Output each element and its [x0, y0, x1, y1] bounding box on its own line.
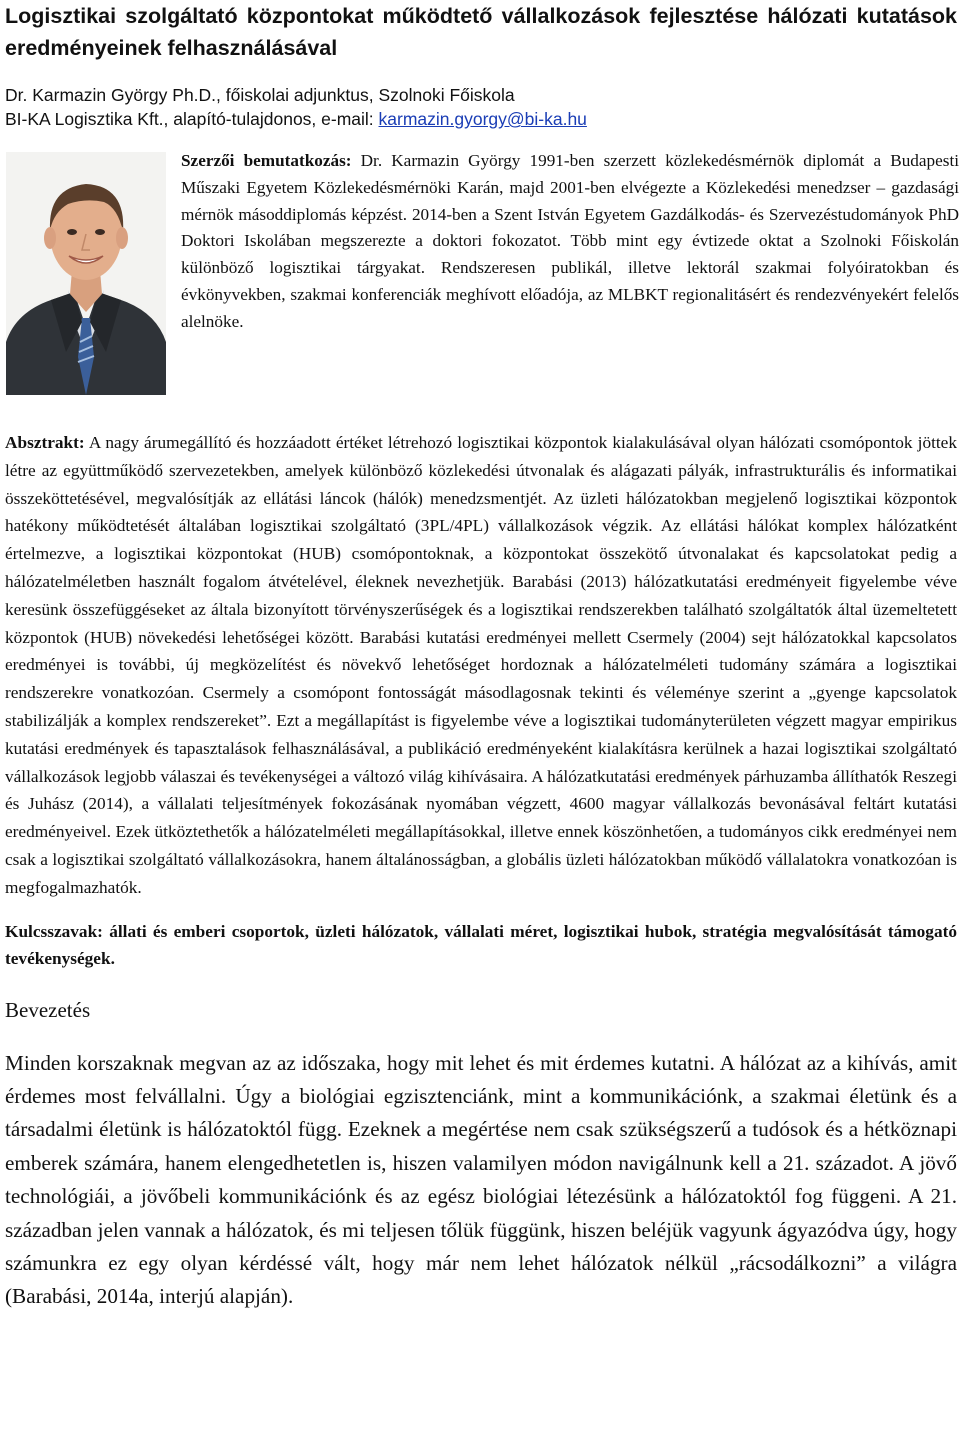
bio-text: Dr. Karmazin György 1991-ben szerzett közlekedésmérnök diplomát a Budapesti Műszaki Egyetem Közlekedésmérnöki Karán, majd 2001-ben elvégezte a Közlekedési menedzser – gazdasági mérnök másoddiplomás képzést. 2014-ben a Szent István Egyetem Gazdálkodás- és Szervezéstudományok PhD Doktori Iskolában megszerezte a doktori fokozatot. Több mint egy évtizede oktat a Szolnoki Főiskolán különböző logisztikai tárgyakat. Rendszeresen publikál, illetve lektorál szakmai folyóiratokban és évkönyvekben, szakmai konferenciák meghívott előadója, az MLBKT regionalitásért és rendezvényekért felelős alelnöke.: [181, 151, 959, 331]
keywords-paragraph: [5, 918, 957, 973]
introduction-paragraph: Minden korszaknak megvan az az időszaka, hogy mit lehet és mit érdemes kutatni. A hálózat az a kihívás, amit érdemes most felvállalni. Úgy a biológiai egzisztenciánk, mint a kommunikációnk, a szakmai életünk és a társadalmi életünk is hálózatoktól függ. Ezeknek a megértése nem csak szükségszerű a tudósok és a hétköznapi emberek számára, hanem elengedhetetlen is, hiszen valamilyen módon navigálnunk kell a 21. századot. A jövő technológiái, a jövőbeli kommunikációnk és az egész biológiai létezésünk a hálózatoktól fog függeni. A 21. században jelen vannak a hálózatok, és mi teljesen tőlük függünk, hiszen beléjük vagyunk ágyazódva úgy, hogy számunkra ez egy olyan kérdéssé vált, hogy már nem lehet hálózatok nélkül „rácsodálkozni” a világra (Barabási, 2014a, interjú alapján).: [5, 1050, 957, 1309]
author-email-link[interactable]: karmazin.gyorgy@bi-ka.hu: [378, 109, 587, 129]
bio-label: Szerzői bemutatkozás:: [181, 151, 352, 170]
article-title: Logisztikai szolgáltató központokat működtető vállalkozások fejlesztése hálózati kutatások eredményeinek felhasználásával: [5, 4, 957, 60]
author-photo: [6, 152, 166, 395]
abstract-paragraph: [5, 429, 957, 902]
keywords-text: állati és emberi csoportok, üzleti hálózatok, vállalati méret, logisztikai hubok, stratégia megvalósítását támogató tevékenységek.: [5, 921, 957, 969]
author-company: [5, 107, 957, 131]
abstract-text: A nagy árumegállító és hozzáadott értéket létrehozó logisztikai központok kialakulásával olyan hálózati csomópontok jöttek létre az együttműködő szervezetekben, amelyek különböző közlekedési útvonalak és alágazati pályák, infrastrukturális és informatikai összeköttetésével, megvalósítják az ellátási láncok (hálók) menedzsmentjét. Az üzleti hálózatokban megjelenő logisztikai központok hatékony működtetését általában logisztikai szolgáltató (3PL/4PL) vállalkozások végzik. Az ellátási hálókat komplex hálózatként értelmezve, a logisztikai központokat (HUB) csomópontoknak, a központokat összekötő útvonalakat és kapcsolatokat pedig a hálózatelméletben használt fogalom átvételével, éleknek nevezhetjük. Barabási (2013) hálózatkutatási eredményeit figyelembe véve keresünk összefüggéseket az általa bizonyított törvényszerűségek és a logisztikai rendszerekben található szolgáltatók által üzemeltetett központok (HUB) növekedési lehetőségei között. Barabási kutatási eredményei mellett Csermely (2004) sejt hálózatokkal kapcsolatos eredményei is további, új megközelítést és növekvő lehetőséget hordoznak a hálózatelméleti tudomány számára a logisztikai rendszerekre vonatkozóan. Csermely a csomópont fontosságát másodlagosnak tekinti és véleménye szerint a „gyenge kapcsolatok stabilizálják a komplex rendszereket”. Ezt a megállapítást is figyelembe véve a logisztikai tudományterületen végzett magyar empirikus kutatási eredmények és tapasztalások felhasználásával, a publikáció eredményeként kialakításra kerülnek a hazai logisztikai szolgáltató vállalkozások legjobb válaszai és tevékenységei a változó világ kihívásaira. A hálózatkutatási eredmények párhuzamba állíthatók Reszegi és Juhász (2014), a vállalati teljesítmények fokozásának nyomában végzett, 4600 magyar vállalkozás bevonásával feltárt kutatási eredményeivel. Ezek ütköztethetők a hálózatelméleti megállapításokkal, illetve ennek köszönhetően, a tudományos cikk eredményei nem csak a logisztikai szolgáltató vállalkozásokra, hanem általánosságban, a globális üzleti hálózatokban működő vállalatokra vonatkozóan is megfogalmazhatók.: [5, 433, 957, 897]
document-page: [5, 0, 957, 1314]
section-heading-introduction: Bevezetés: [5, 997, 91, 1022]
author-bio-section: [5, 148, 957, 398]
author-company-text: BI-KA Logisztika Kft., alapító-tulajdonos, e-mail:: [5, 109, 379, 129]
portrait-image-icon: [6, 152, 166, 395]
keywords-label: Kulcsszavak:: [5, 921, 103, 941]
author-bio: [181, 148, 959, 336]
abstract-label: Absztrakt:: [5, 433, 85, 452]
author-affiliation: Dr. Karmazin György Ph.D., főiskolai adjunktus, Szolnoki Főiskola: [5, 85, 515, 105]
author-info: [5, 83, 957, 131]
